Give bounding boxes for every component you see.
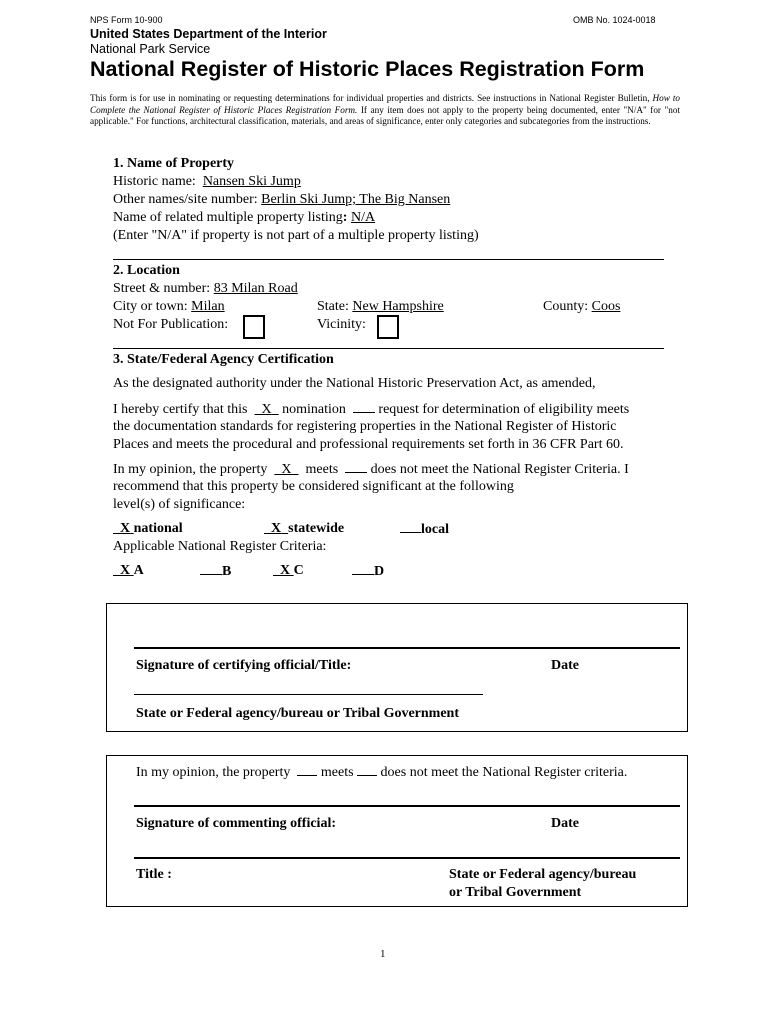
not-for-publication-label: Not For Publication: (113, 317, 229, 332)
local-blank (400, 520, 421, 533)
county-value: Coos (591, 299, 621, 314)
intro-text-1: This form is for use in nominating or requesting determinations for individual properties and districts. See instructions in National Register Bulletin, (90, 93, 653, 103)
page-number: 1 (380, 948, 386, 960)
certify-line-1 (113, 400, 629, 419)
authority-text: As the designated authority under the National Historic Preservation Act, as amended, (113, 376, 596, 391)
state-label: State: (317, 299, 349, 314)
intro-text-2: If any item does not apply to the property being documented, enter "N/A" for "not applicable." For functions, architectural classification, materials, and areas of significance, enter only categories and subcategories from the instructions. (90, 104, 680, 127)
state-value: New Hampshire (352, 299, 444, 314)
street-label: Street & number: (113, 281, 211, 296)
certify-text-2: nomination (282, 402, 346, 417)
commenting-signature-label: Signature of commenting official: (136, 816, 336, 831)
criterion-b-blank (200, 562, 222, 575)
section-3-heading: 3. State/Federal Agency Certification (113, 352, 334, 367)
vicinity-checkbox[interactable] (377, 315, 399, 339)
agency-line[interactable] (134, 694, 483, 695)
vicinity-label: Vicinity: (317, 317, 366, 332)
title-line[interactable] (134, 857, 680, 859)
section-1-heading: 1. Name of Property (113, 156, 235, 171)
certifying-date-label: Date (551, 658, 579, 673)
does-not-meet-blank[interactable] (345, 460, 367, 473)
criterion-d-blank (352, 562, 374, 575)
commenting-agency-line-1: State or Federal agency/bureau (449, 867, 637, 882)
department-name: United States Department of the Interior (90, 27, 327, 41)
divider (113, 259, 664, 260)
statewide-label: statewide (288, 521, 345, 536)
certifying-signature-label: Signature of certifying official/Title: (136, 658, 352, 673)
criteria-label: Applicable National Register Criteria: (113, 539, 327, 554)
commenting-opinion-text-3: does not meet the National Register criteria. (380, 765, 628, 780)
criterion-c-mark: X (280, 563, 291, 578)
intro-paragraph (90, 93, 680, 128)
county-label: County: (543, 299, 589, 314)
national-mark: X (120, 521, 131, 536)
commenting-opinion-row (136, 763, 627, 781)
other-names-row (113, 191, 450, 209)
criterion-c-label: C (293, 563, 304, 578)
criterion-c[interactable] (273, 562, 304, 580)
intro-bulletin-title: How to Complete the National Register of Historic Places Registration Form. (90, 93, 680, 115)
signature-line[interactable] (134, 805, 680, 807)
omb-number: OMB No. 1024-0018 (573, 15, 656, 25)
historic-name-row (113, 173, 301, 191)
criterion-b[interactable] (200, 562, 231, 581)
other-names-value: Berlin Ski Jump; The Big Nansen (261, 192, 451, 207)
related-listing-value: N/A (350, 210, 376, 225)
commenting-date-label: Date (551, 816, 579, 831)
criterion-a-mark: X (120, 563, 131, 578)
commenting-title-label: Title : (136, 867, 172, 882)
street-value: 83 Milan Road (213, 281, 298, 296)
criterion-a-label: A (133, 563, 144, 578)
commenting-agency-line-2: or Tribal Government (449, 885, 582, 900)
criterion-b-label: B (222, 564, 232, 579)
page-title: National Register of Historic Places Registration Form (90, 57, 645, 81)
certify-line-3: Places and meets the procedural and professional requirements set forth in 36 CFR Part 60. (113, 437, 624, 452)
commenting-opinion-text-1: In my opinion, the property (136, 765, 291, 780)
other-names-label: Other names/site number: (113, 192, 258, 207)
request-blank[interactable] (353, 400, 375, 413)
national-label: national (133, 521, 183, 536)
related-listing-colon: : (342, 210, 348, 225)
form-number: NPS Form 10-900 (90, 15, 163, 25)
opinion-text-2: meets (305, 462, 339, 477)
state-row (317, 298, 444, 316)
related-listing-row (113, 209, 375, 227)
city-value: Milan (191, 299, 225, 314)
opinion-text-1: In my opinion, the property (113, 462, 268, 477)
commenting-opinion-text-2: meets (320, 765, 354, 780)
certify-text-3: request for determination of eligibility meets (378, 402, 630, 417)
level-statewide[interactable] (264, 520, 344, 538)
commenting-does-not-meet-blank[interactable] (357, 763, 377, 776)
opinion-line-1 (113, 460, 629, 479)
local-label: local (421, 522, 449, 537)
related-listing-label: Name of related multiple property listing (113, 210, 343, 225)
nomination-mark[interactable]: X (261, 402, 272, 417)
historic-name-value: Nansen Ski Jump (202, 174, 301, 189)
criterion-a[interactable] (113, 562, 144, 580)
criterion-d[interactable] (352, 562, 384, 581)
opinion-line-3: level(s) of significance: (113, 497, 246, 512)
city-label: City or town: (113, 299, 188, 314)
commenting-meets-blank[interactable] (297, 763, 317, 776)
historic-name-label: Historic name: (113, 174, 196, 189)
certify-line-2: the documentation standards for registering properties in the National Register of Historic (113, 419, 617, 434)
not-for-publication-checkbox[interactable] (243, 315, 265, 339)
opinion-text-3: does not meet the National Register Criteria. I (370, 462, 629, 477)
divider (113, 348, 664, 349)
service-name: National Park Service (90, 42, 211, 56)
street-row (113, 280, 298, 298)
county-row (543, 298, 620, 316)
meets-mark[interactable]: X (281, 462, 292, 477)
level-national[interactable] (113, 520, 183, 538)
section-2-heading: 2. Location (113, 263, 180, 278)
related-listing-note: (Enter "N/A" if property is not part of a multiple property listing) (113, 228, 479, 243)
criterion-d-label: D (374, 564, 385, 579)
signature-line[interactable] (134, 647, 680, 649)
certifying-agency-label: State or Federal agency/bureau or Tribal Government (136, 706, 460, 721)
city-row (113, 298, 225, 316)
opinion-line-2: recommend that this property be considered significant at the following (113, 479, 514, 494)
certify-text-1: I hereby certify that this (113, 402, 248, 417)
level-local[interactable] (400, 520, 449, 539)
statewide-mark: X (271, 521, 282, 536)
